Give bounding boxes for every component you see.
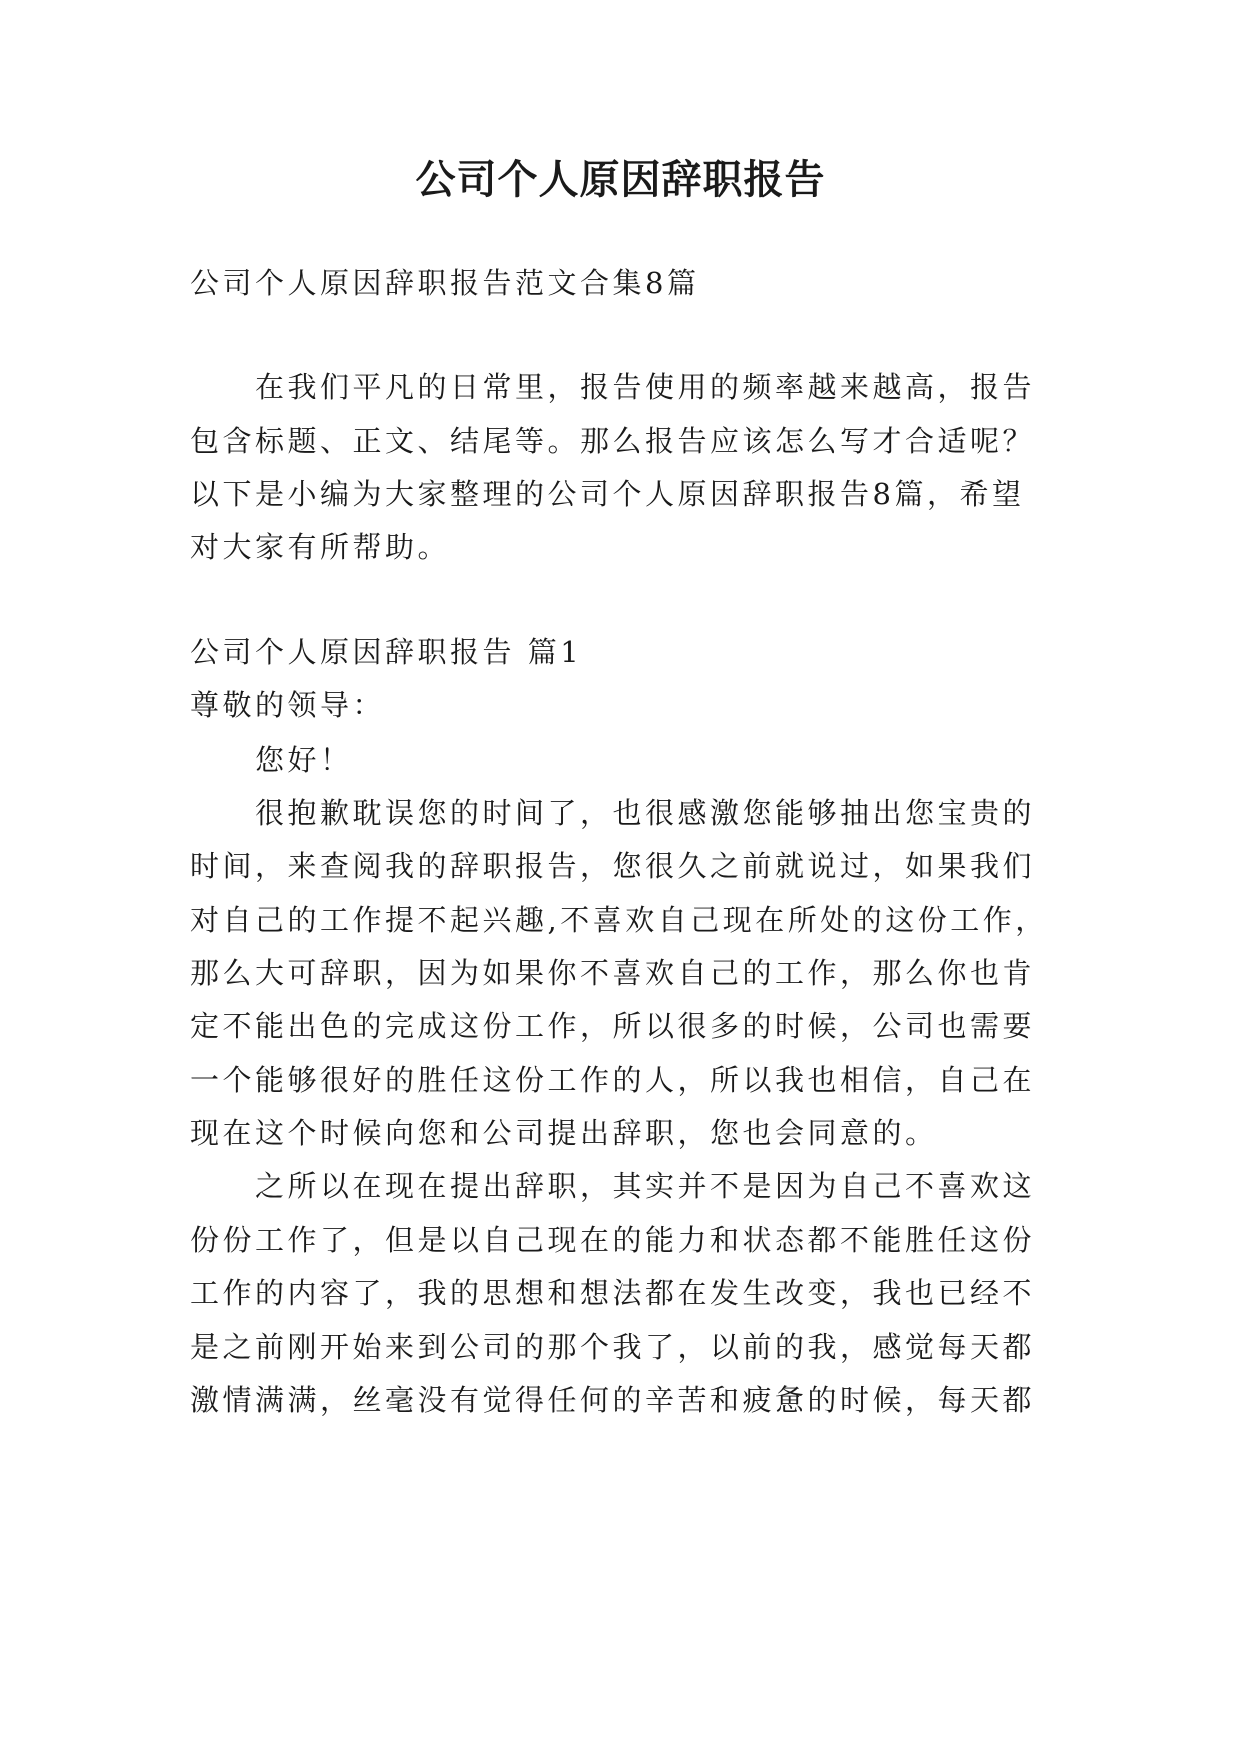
salutation: 尊敬的领导： xyxy=(190,688,386,722)
document-subtitle: 公司个人原因辞职报告范文合集8篇 xyxy=(190,266,700,300)
paragraph-line: 激情满满，丝毫没有觉得任何的辛苦和疲惫的时候，每天都 xyxy=(190,1383,1036,1417)
paragraph-line: 是之前刚开始来到公司的那个我了，以前的我，感觉每天都 xyxy=(190,1330,1036,1364)
intro-line: 在我们平凡的日常里，报告使用的频率越来越高，报告 xyxy=(255,370,1036,404)
document-title: 公司个人原因辞职报告 xyxy=(415,156,826,203)
paragraph-line: 时间，来查阅我的辞职报告，您很久之前就说过，如果我们 xyxy=(190,849,1036,883)
section-heading: 公司个人原因辞职报告 篇1 xyxy=(190,635,583,669)
paragraph-line: 工作的内容了，我的思想和想法都在发生改变，我也已经不 xyxy=(190,1276,1036,1310)
paragraph-line: 对自己的工作提不起兴趣,不喜欢自己现在所处的这份工作， xyxy=(190,903,1048,937)
intro-line: 包含标题、正文、结尾等。那么报告应该怎么写才合适呢？ xyxy=(190,424,1036,458)
paragraph-line: 之所以在现在提出辞职，其实并不是因为自己不喜欢这 xyxy=(255,1169,1036,1203)
intro-line: 对大家有所帮助。 xyxy=(190,530,451,564)
intro-line: 以下是小编为大家整理的公司个人原因辞职报告8篇，希望 xyxy=(190,477,1025,511)
paragraph-line: 定不能出色的完成这份工作，所以很多的时候，公司也需要 xyxy=(190,1009,1036,1043)
paragraph-line: 一个能够很好的胜任这份工作的人，所以我也相信，自己在 xyxy=(190,1063,1036,1097)
paragraph-line: 那么大可辞职，因为如果你不喜欢自己的工作，那么你也肯 xyxy=(190,956,1036,990)
paragraph-line: 现在这个时候向您和公司提出辞职，您也会同意的。 xyxy=(190,1116,938,1150)
greeting: 您好！ xyxy=(255,743,353,777)
paragraph-line: 份份工作了，但是以自己现在的能力和状态都不能胜任这份 xyxy=(190,1223,1036,1257)
paragraph-line: 很抱歉耽误您的时间了，也很感激您能够抽出您宝贵的 xyxy=(255,796,1036,830)
